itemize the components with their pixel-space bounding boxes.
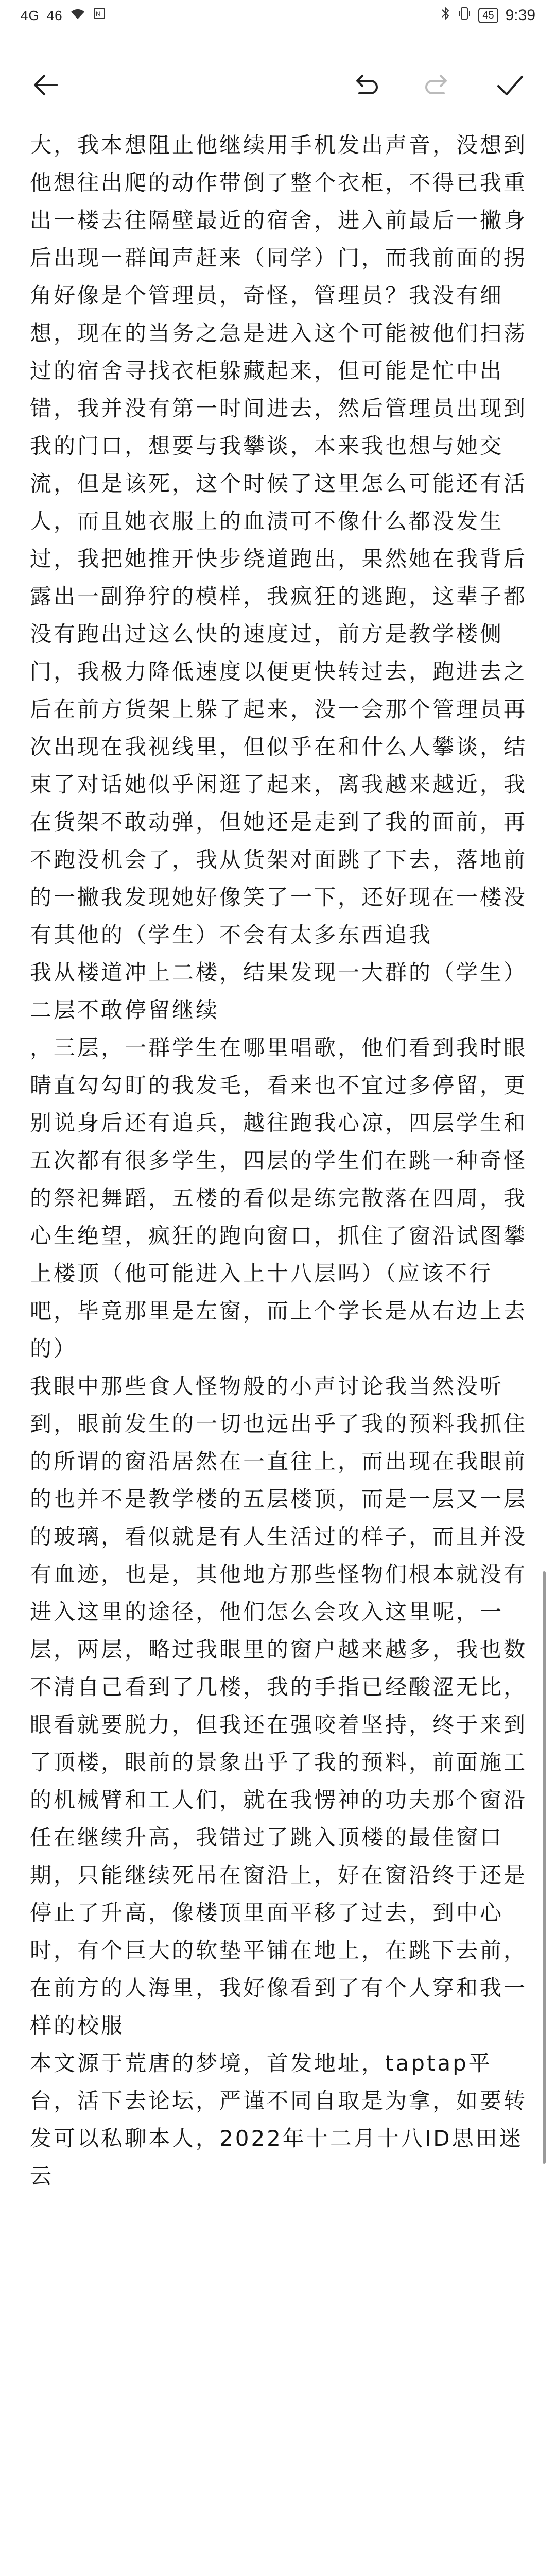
- battery-indicator: 45: [478, 8, 498, 23]
- status-bar: [0, 0, 556, 31]
- wifi-icon: [70, 7, 85, 24]
- status-right: [440, 6, 535, 25]
- note-paragraph[interactable]: 我从楼道冲上二楼，结果发现一大群的（学生）二层不敢停留继续: [30, 960, 528, 1023]
- arrow-left-icon[interactable]: [28, 67, 64, 103]
- redo-icon[interactable]: [420, 67, 456, 103]
- clock: 9:39: [505, 7, 535, 24]
- note-paragraph[interactable]: ，三层，一群学生在哪里唱歌，他们看到我时眼睛直勾勾盯的我发毛，看来也不宜过多停留，更别说身后还有追兵，越往跑我心凉，四层学生和五次都有很多学生，四层的学生们在跳一种奇怪的祭祀舞蹈，五楼的看似是练完散落在四周，我心生绝望，疯狂的跑向窗口，抓住了窗沿试图攀上楼顶（他可能进入上十八层吗）（应该不行吧，毕竟那里是左窗，而上个学长是从右边上去的）: [30, 1035, 528, 1361]
- signal-46-label: 46: [46, 7, 63, 23]
- check-icon[interactable]: [492, 67, 528, 103]
- undo-icon[interactable]: [348, 67, 384, 103]
- toolbar-actions: [348, 67, 528, 103]
- svg-text:N: N: [95, 10, 100, 18]
- vibrate-icon: [458, 6, 471, 25]
- editor-toolbar: [0, 46, 556, 124]
- note-paragraph[interactable]: 本文源于荒唐的梦境，首发地址，taptap平台，活下去论坛，严谨不同自取是为拿，如要转发可以私聊本人，2022年十二月十八ID思田迷云: [30, 2050, 528, 2189]
- note-paragraph[interactable]: 大，我本想阻止他继续用手机发出声音，没想到他想往出爬的动作带倒了整个衣柜，不得已我重出一楼去往隔壁最近的宿舍，进入前最后一撇身后出现一群闻声赶来（同学）门，而我前面的拐角好像是个管理员，奇怪，管理员？我没有细想，现在的当务之急是进入这个可能被他们扫荡过的宿舍寻找衣柜躲藏起来，但可能是忙中出错，我并没有第一时间进去，然后管理员出现到我的门口，想要与我攀谈，本来我也想与她交流，但是该死，这个时候了这里怎么可能还有活人，而且她衣服上的血渍可不像什么都没发生过，我把她推开快步绕道跑出，果然她在我背后露出一副狰狞的模样，我疯狂的逃跑，这辈子都没有跑出过这么快的速度过，前方是教学楼侧门，我极力降低速度以便更快转过去，跑进去之后在前方货架上躲了起来，没一会那个管理员再次出现在我视线里，但似乎在和什么人攀谈，结束了对话她似乎闲逛了起来，离我越来越近，我在货架不敢动弹，但她还是走到了我的面前，再不跑没机会了，我从货架对面跳了下去，落地前的一撇我发现她好像笑了一下，还好现在一楼没有其他的（学生）不会有太多东西追我: [30, 132, 528, 947]
- status-left: [21, 7, 106, 24]
- signal-4g-label: 4G: [21, 7, 40, 23]
- note-editor[interactable]: [30, 126, 532, 2576]
- note-paragraph[interactable]: 我眼中那些食人怪物般的小声讨论我当然没听到，眼前发生的一切也远出乎了我的预料我抓住的所谓的窗沿居然在一直往上，而出现在我眼前的也并不是教学楼的五层楼顶，而是一层又一层的玻璃，看似就是有人生活过的样子，而且并没有血迹，也是，其他地方那些怪物们根本就没有进入这里的途径，他们怎么会攻入这里呢，一层，两层，略过我眼里的窗户越来越多，我也数不清自己看到了几楼，我的手指已经酸涩无比，眼看就要脱力，但我还在强咬着坚持，终于来到了顶楼，眼前的景象出乎了我的预料，前面施工的机械臂和工人们，就在我愣神的功夫那个窗沿任在继续升高，我错过了跳入顶楼的最佳窗口期，只能继续死吊在窗沿上，好在窗沿终于还是停止了升高，像楼顶里面平移了过去，到中心时，有个巨大的软垫平铺在地上，在跳下去前，在前方的人海里，我好像看到了有个人穿和我一样的校服: [30, 1374, 528, 2038]
- scrollbar[interactable]: [543, 1571, 546, 2164]
- bluetooth-icon: [440, 6, 450, 25]
- nfc-icon: [93, 7, 106, 24]
